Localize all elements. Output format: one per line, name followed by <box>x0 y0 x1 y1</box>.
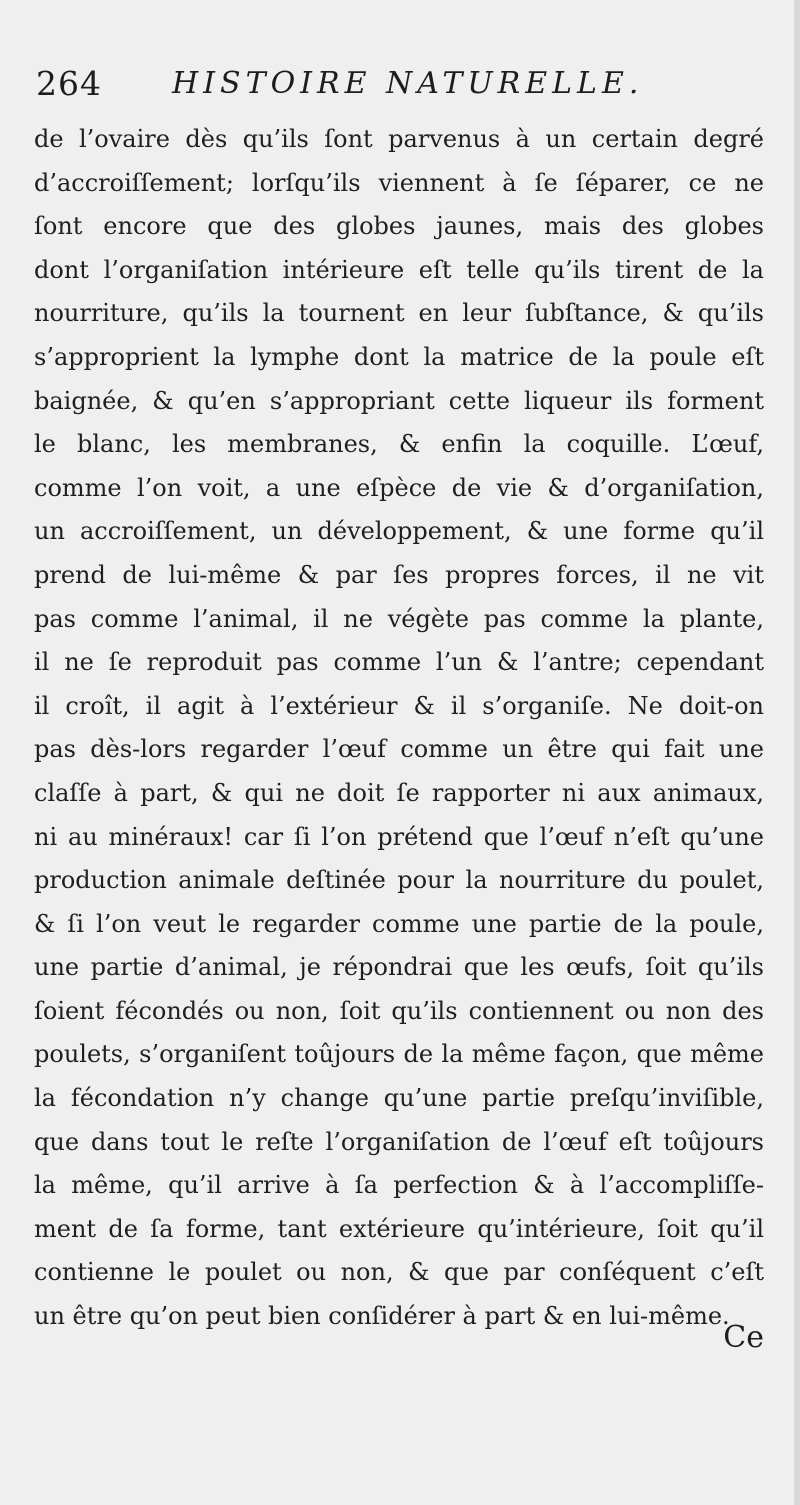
running-title: HISTOIRE NATURELLE. <box>172 66 644 101</box>
text-line: un accroiſſement, un développement, & une forme qu’il <box>34 517 764 546</box>
text-line: contienne le poulet ou non, & que par conſéquent c’eſt <box>34 1258 764 1287</box>
text-line: une partie d’animal, je répondrai que les œufs, ſoit qu’ils <box>34 953 764 982</box>
text-line: dont l’organiſation intérieure eſt telle qu’ils tirent de la <box>34 255 764 284</box>
text-line: un être qu’on peut bien conſidérer à part & en lui-même. <box>34 1302 730 1331</box>
text-line: prend de lui-même & par ſes propres forces, il ne vit <box>34 560 764 589</box>
page-header <box>36 58 764 118</box>
text-line: d’accroiſſement; lorſqu’ils viennent à ſe ſéparer, ce ne <box>34 168 764 197</box>
text-line: & ſi l’on veut le regarder comme une partie de la poule, <box>34 909 764 938</box>
text-line: production animale deſtinée pour la nourriture du poulet, <box>34 866 764 895</box>
page-number: 264 <box>36 64 102 103</box>
body-text <box>34 118 764 1339</box>
text-line: le blanc, les membranes, & enfin la coquille. L’œuf, <box>34 430 764 459</box>
text-line: ſoient fécondés ou non, ſoit qu’ils contiennent ou non des <box>34 996 764 1025</box>
text-line: la même, qu’il arrive à ſa perfection & à l’accompliſſe- <box>34 1171 764 1200</box>
text-line: il croît, il agit à l’extérieur & il s’organiſe. Ne doit-on <box>34 691 764 720</box>
catchword: Ce <box>723 1320 764 1355</box>
text-line: claſſe à part, & qui ne doit ſe rapporter ni aux animaux, <box>34 778 764 807</box>
text-line: il ne ſe reproduit pas comme l’un & l’antre; cependant <box>34 648 764 677</box>
text-line: que dans tout le reſte l’organiſation de l’œuf eſt toûjours <box>34 1127 764 1156</box>
text-line: comme l’on voit, a une eſpèce de vie & d’organiſation, <box>34 473 764 502</box>
text-line: s’approprient la lymphe dont la matrice de la poule eſt <box>34 342 764 371</box>
text-line: pas dès-lors regarder l’œuf comme un être qui fait une <box>34 735 764 764</box>
text-line: poulets, s’organiſent toûjours de la même façon, que même <box>34 1040 764 1069</box>
text-line: ni au minéraux! car ſi l’on prétend que l’œuf n’eſt qu’une <box>34 822 764 851</box>
page-edge <box>794 0 800 1505</box>
text-line: la fécondation n’y change qu’une partie preſqu’inviſible, <box>34 1084 764 1113</box>
text-line: nourriture, qu’ils la tournent en leur ſubſtance, & qu’ils <box>34 299 764 328</box>
text-line: ment de ſa forme, tant extérieure qu’intérieure, ſoit qu’il <box>34 1214 764 1243</box>
text-line: baignée, & qu’en s’appropriant cette liqueur ils forment <box>34 386 764 415</box>
text-line: pas comme l’animal, il ne végète pas comme la plante, <box>34 604 764 633</box>
text-line: ſont encore que des globes jaunes, mais des globes <box>34 212 764 241</box>
text-line: de l’ovaire dès qu’ils ſont parvenus à un certain degré <box>34 125 764 153</box>
